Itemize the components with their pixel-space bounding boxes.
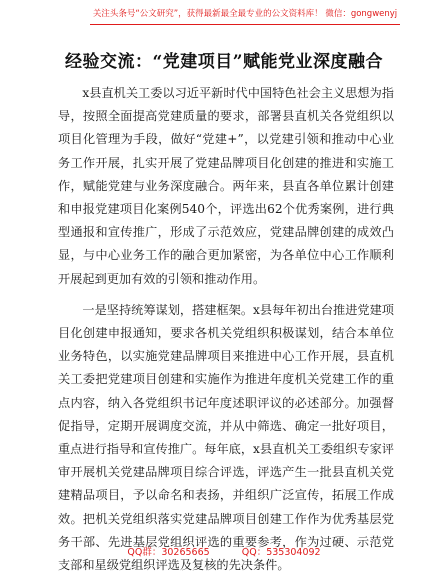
qq-contact-number: QQ：535304092: [241, 547, 321, 558]
qq-group-number: QQ群：30265665: [127, 547, 210, 558]
paragraph-intro: x县直机关工委以习近平新时代中国特色社会主义思想为指导，按照全面提高党建质量的要求，部署县直机关各党组织以项目化管理为手段，做好“党建+”，以党建引领和推动中心业务工作开展，扎实开展了党建品牌项目化创建的推进和实施工作，赋能党建与业务深度融合。两年来，县直各单位累计创建和申报党建项目化案例540个，评选出62个优秀案例，进行典型通报和宣传推广，形成了示范效应，党建品牌创建的成效凸显，与中心业务工作的融合更加紧密，为各单位中心工作顺利开展起到更加有效的引领和推动作用。: [58, 86, 394, 286]
document-body: [58, 82, 394, 577]
document-title: 经验交流：“党建项目”赋能党业深度融合: [64, 52, 384, 72]
promo-banner: 关注头条号“公文研究”，获得最新最全最专业的公文资料库！ 微信：gongwenyj: [90, 8, 400, 25]
contact-footer: [0, 544, 448, 558]
paragraph-first-point: 一是坚持统筹谋划，搭建框架。x县每年初出台推进党建项目化创建申报通知，要求各机关党组织积极谋划，结合本单位业务特色，以实施党建品牌项目来推进中心工作开展，县直机关工委把党建项目创建和实施作为推进年度机关党建工作的重点内容，纳入各党组织书记年度述职评议的必述部分。加强督促指导，定期开展调度交流，并从中筛选、确定一批好项目，重点进行指导和宣传推广。每年底，x县直机关工委组织专家评审开展机关党建品牌项目综合评选，评选产生一批县直机关党建精品项目，予以命名和表扬，并组织广泛宣传，拓展工作成效。把机关党组织落实党建品牌项目创建工作作为优秀基层党务干部、先进基层党组织评选的重要参考，作为过硬、示范党支部和星级党组织评选及复核的先决条件。: [58, 302, 394, 573]
